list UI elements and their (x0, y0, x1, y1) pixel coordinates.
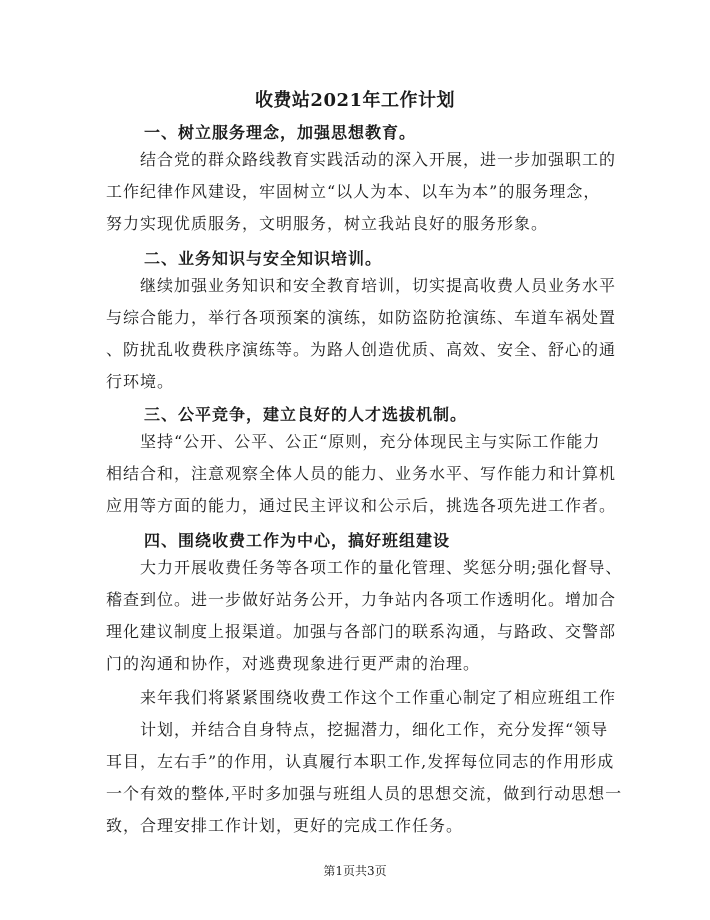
paragraph-line: 致，合理安排工作计划，更好的完成工作任务。 (106, 816, 464, 835)
section-paragraph (106, 144, 617, 240)
paragraph-line: 工作纪律作风建设，牢固树立“以人为本、以车为本”的服务理念， (106, 182, 601, 201)
page-footer: 第1页共3页 (323, 864, 387, 878)
paragraph-line: 来年我们将紧紧围绕收费工作这个工作重心制定了相应班组工作 (106, 688, 617, 707)
paragraph-line: 、防扰乱收费秩序演练等。为路人创造优质、高效、安全、舒心的通 (106, 340, 617, 359)
section-paragraph (106, 270, 617, 398)
paragraph-line: 稽查到位。进一步做好站务公开，力争站内各项工作透明化。增加合 (106, 590, 617, 609)
paragraph-line: 坚持“公开、公平、公正“原则，充分体现民主与实际工作能力 (106, 432, 601, 451)
paragraph-line: 耳目，左右手”的作用，认真履行本职工作,发挥每位同志的作用形成 (106, 752, 615, 771)
paragraph-line: 门的沟通和协作，对逃费现象进行更严肃的治理。 (106, 654, 481, 673)
paragraph-line: 行环境。 (106, 372, 175, 391)
paragraph-line: 大力开展收费任务等各项工作的量化管理、奖惩分明;强化督导、 (106, 558, 623, 577)
paragraph-line: 继续加强业务知识和安全教育培训，切实提高收费人员业务水平 (106, 276, 617, 295)
section-paragraph (106, 552, 623, 680)
document-title: 收费站2021年工作计划 (254, 90, 456, 111)
paragraph-line: 理化建议制度上报渠道。加强与各部门的联系沟通，与路政、交警部 (106, 622, 617, 641)
paragraph-line: 结合党的群众路线教育实践活动的深入开展，进一步加强职工的 (106, 150, 617, 169)
paragraph-line: 一个有效的整体,平时多加强与班组人员的思想交流，做到行动思想一 (106, 784, 623, 803)
paragraph-line: 计划，并结合自身特点，挖掘潜力，细化工作，充分发挥“领导 (106, 720, 609, 739)
paragraph-line: 相结合和，注意观察全体人员的能力、业务水平、写作能力和计算机 (106, 464, 617, 483)
paragraph-line: 努力实现优质服务，文明服务，树立我站良好的服务形象。 (106, 214, 549, 233)
paragraph-line: 与综合能力，举行各项预案的演练，如防盗防抢演练、车道车祸处置 (106, 308, 617, 327)
section-heading: 一、树立服务理念，加强思想教育。 (144, 123, 417, 142)
paragraph-line: 应用等方面的能力，通过民主评议和公示后，挑选各项先进工作者。 (106, 496, 617, 515)
closing-paragraph (106, 682, 623, 842)
section-paragraph (106, 426, 617, 522)
section-heading: 三、公平竞争，建立良好的人才选拔机制。 (144, 405, 468, 424)
section-heading: 二、业务知识与安全知识培训。 (144, 249, 383, 268)
section-heading: 四、围绕收费工作为中心，搞好班组建设 (144, 531, 451, 550)
